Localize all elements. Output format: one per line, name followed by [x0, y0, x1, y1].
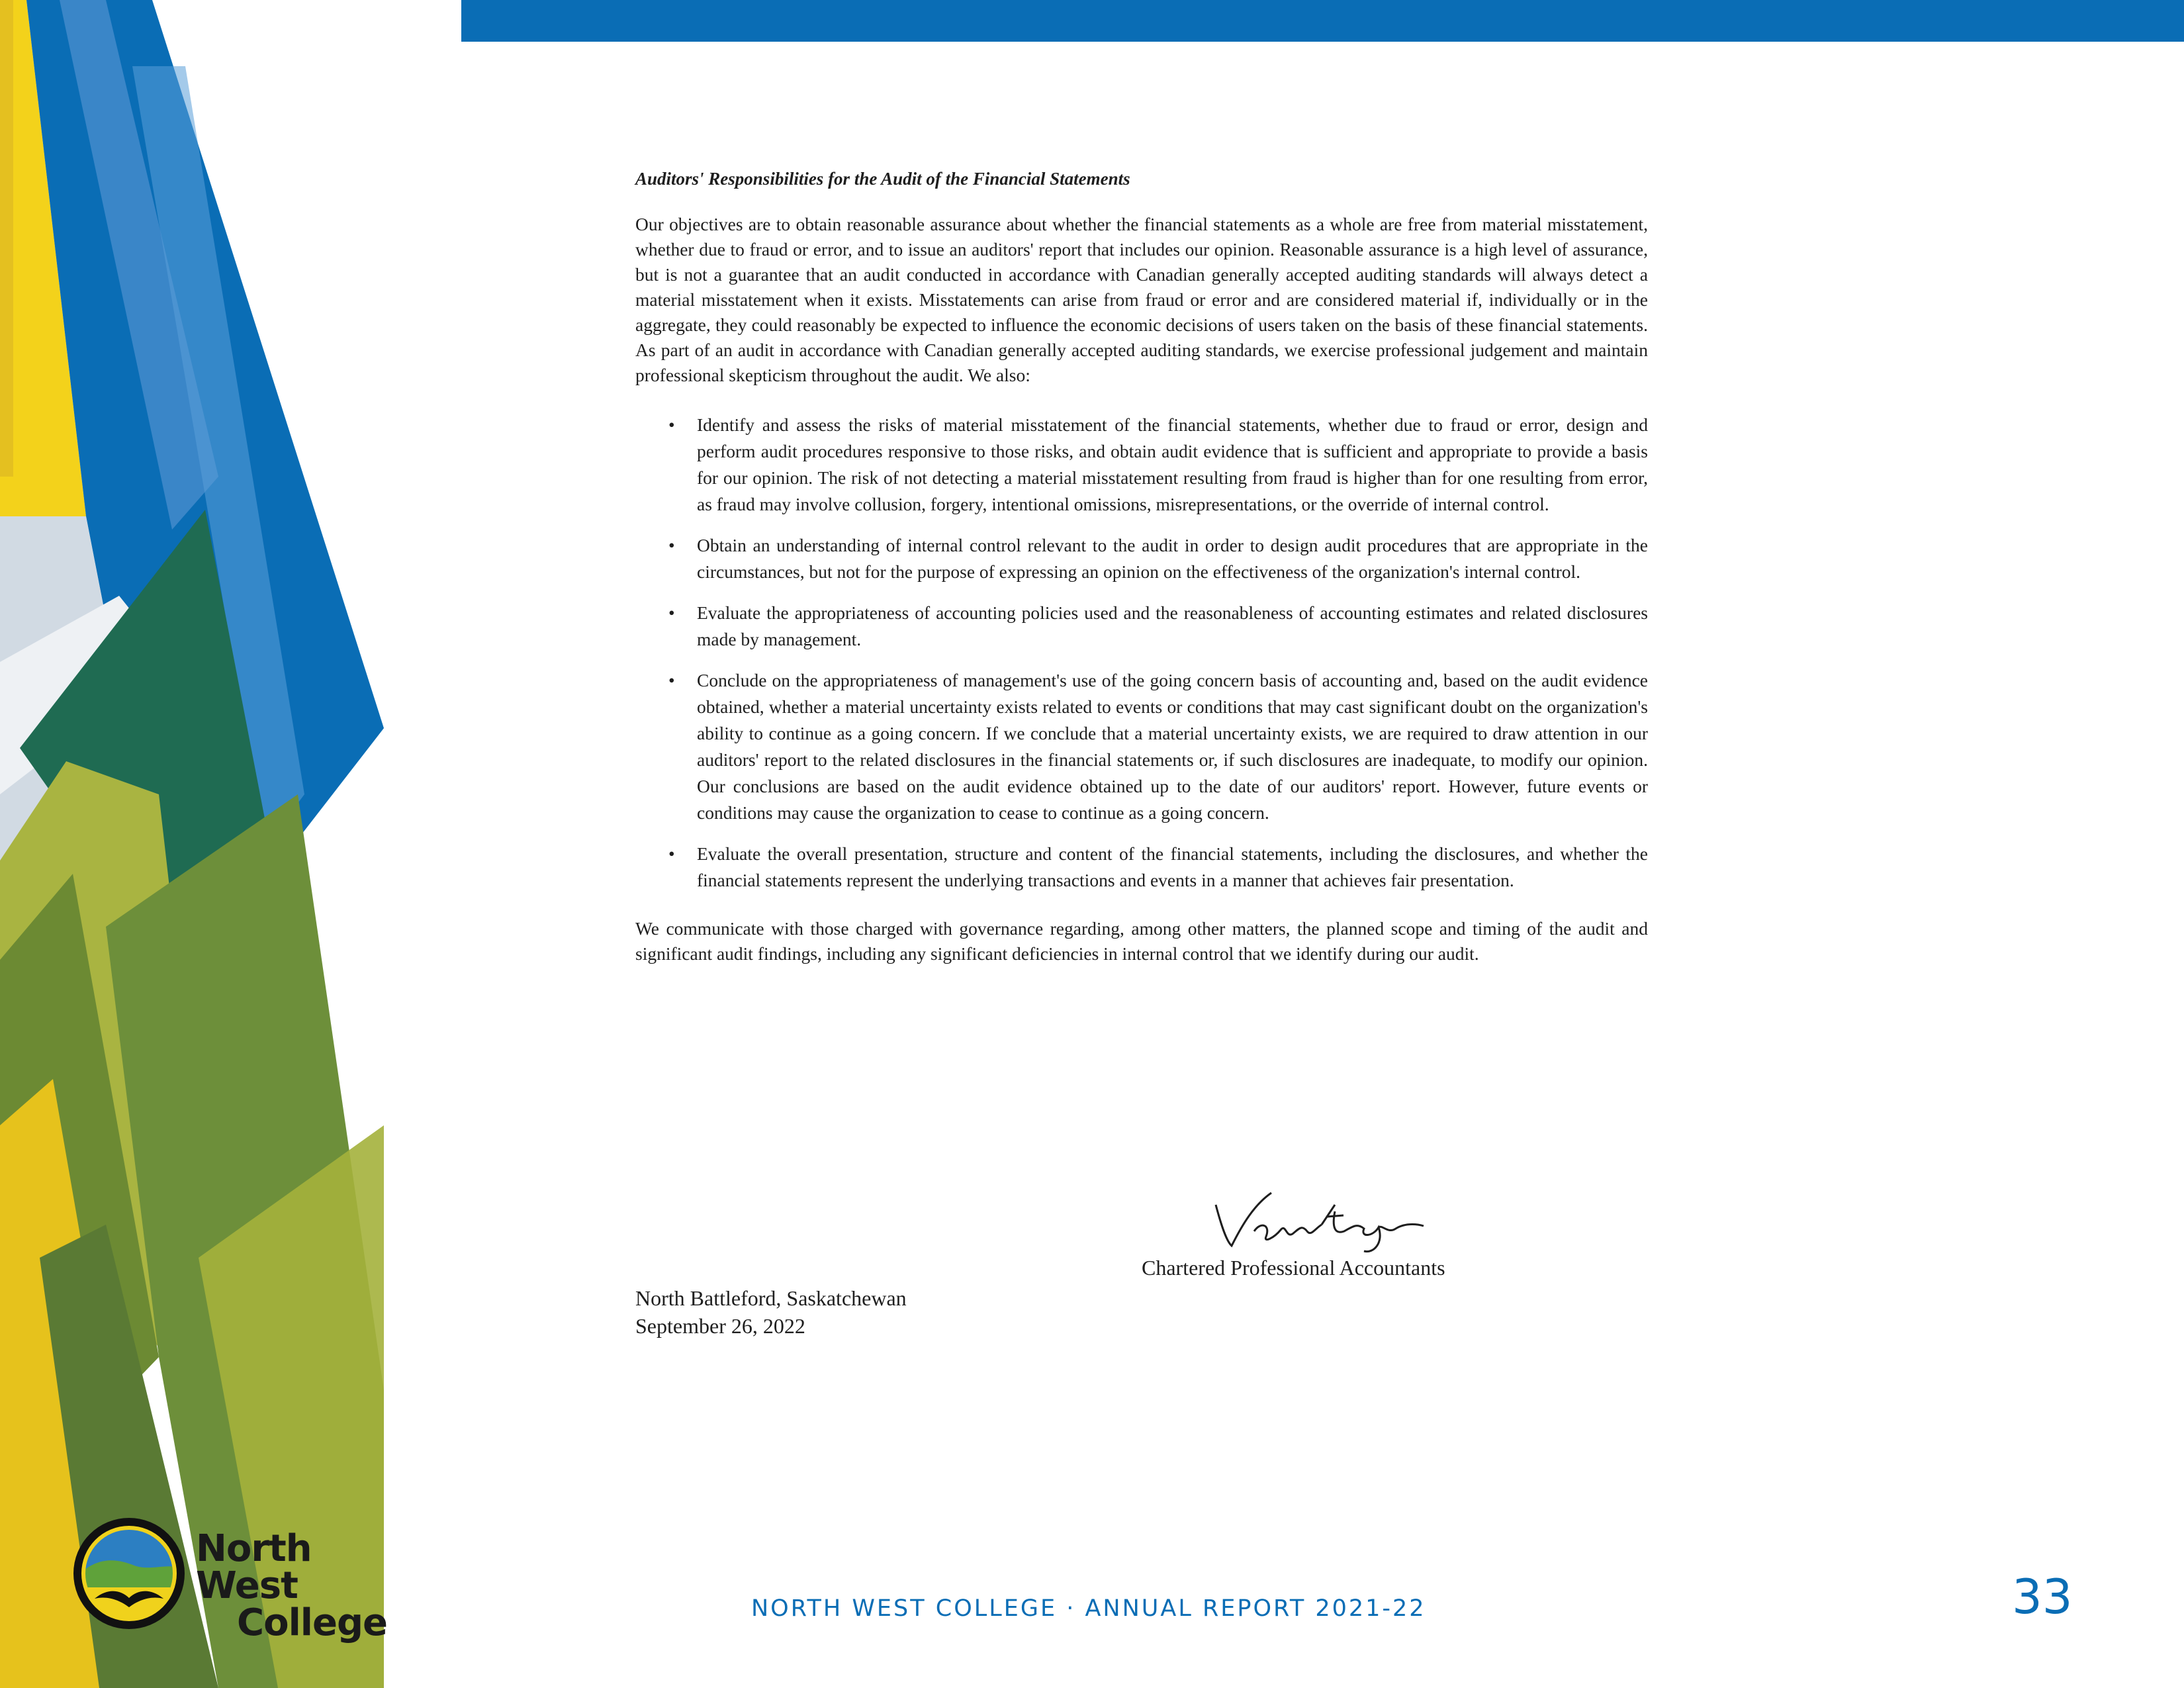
audit-letter: [635, 169, 1648, 966]
responsibility-list: [635, 412, 1648, 894]
bullet-icon: •: [668, 843, 675, 864]
list-item: • Identify and assess the risks of material misstatement of the financial statements, whether due to fraud or error, design and perform audit procedures responsive to those risks, and obtain audit evidence that is sufficient and appropriate to provide a basis for our opinion. The risk of not detecting a material misstatement resulting from fraud is higher than for one resulting from error, as fraud may involve collusion, forgery, intentional omissions, misrepresentations, or the override of internal control.: [635, 412, 1648, 518]
signing-location: [635, 1284, 907, 1340]
college-logo-icon: [71, 1516, 187, 1632]
firm-name: Chartered Professional Accountants: [1142, 1256, 1445, 1280]
page-number: 33: [2012, 1569, 2073, 1624]
section-heading: Auditors' Responsibilities for the Audit of the Financial Statements: [635, 169, 1130, 189]
bullet-icon: •: [668, 602, 675, 623]
decorative-stripes: [0, 0, 384, 1688]
bullet-icon: •: [668, 535, 675, 555]
bullet-icon: •: [668, 670, 675, 690]
list-item: • Evaluate the overall presentation, structure and content of the financial statements, including the disclosures, and whether the financial statements represent the underlying transactions and events in a manner that achieves fair presentation.: [635, 841, 1648, 894]
list-item: • Conclude on the appropriateness of management's use of the going concern basis of accounting and, based on the audit evidence obtained, whether a material uncertainty exists related to events or conditions that may cast significant doubt on the organization's ability to continue as a going concern. If we conclude that a material uncertainty exists, we are required to draw attention in our auditors' report to the related disclosures in the financial statements or, if such disclosures are inadequate, to modify our opinion. Our conclusions are based on the audit evidence obtained up to the date of our auditors' report. However, future events or conditions may cause the organization to cease to continue as a going concern.: [635, 667, 1648, 826]
wordmark-line-1: North West: [196, 1527, 312, 1607]
list-item: • Evaluate the appropriateness of accounting policies used and the reasonableness of accounting estimates and related disclosures made by management.: [635, 600, 1648, 653]
college-logo: [71, 1516, 416, 1644]
college-wordmark: [196, 1527, 416, 1644]
footer-title: NORTH WEST COLLEGE · ANNUAL REPORT 2021-22: [751, 1595, 1426, 1622]
date-line: September 26, 2022: [635, 1314, 805, 1338]
list-item: • Obtain an understanding of internal control relevant to the audit in order to design audit procedures that are appropriate in the circumstances, but not for the purpose of expressing an opinion on the effectiveness of the organization's internal control.: [635, 532, 1648, 585]
signature: [1208, 1185, 1426, 1258]
header-bar: [461, 0, 2184, 42]
wordmark-line-2: College: [237, 1601, 388, 1644]
intro-paragraph: Our objectives are to obtain reasonable assurance about whether the financial statements as a whole are free from material misstatement, whether due to fraud or error, and to issue an auditors' report that includes our opinion. Reasonable assurance is a high level of assurance, but is not a guarantee that an audit conducted in accordance with Canadian generally accepted auditing standards will always detect a material misstatement when it exists. Misstatements can arise from fraud or error and are considered material if, individually or in the aggregate, they could reasonably be expected to influence the economic decisions of users taken on the basis of these financial statements. As part of an audit in accordance with Canadian generally accepted auditing standards, we exercise professional judgement and maintain professional skepticism throughout the audit. We also:: [635, 214, 1648, 385]
closing-paragraph: We communicate with those charged with governance regarding, among other matters, the planned scope and timing of the audit and significant audit findings, including any significant deficiencies in internal control that we identify during our audit.: [635, 918, 1648, 964]
place-line: North Battleford, Saskatchewan: [635, 1286, 907, 1310]
bullet-icon: •: [668, 414, 675, 435]
